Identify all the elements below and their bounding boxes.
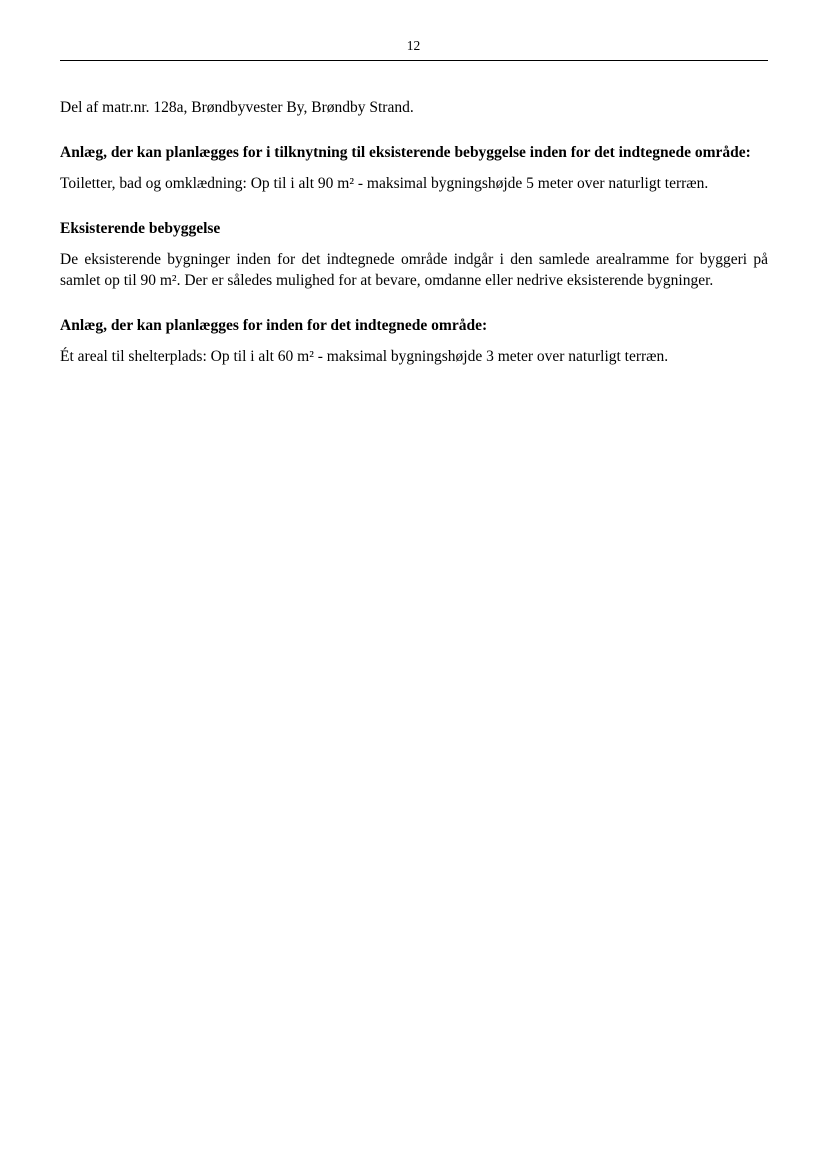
section-heading-shelter: Anlæg, der kan planlægges for inden for det indtegnede område:: [60, 317, 488, 334]
section-heading-facilities: Anlæg, der kan planlægges for i tilknytning til eksisterende bebyggelse inden for det indtegnede område:: [60, 144, 751, 161]
page-number: 12: [406, 38, 421, 53]
location-line: Del af matr.nr. 128a, Brøndbyvester By, Brøndby Strand.: [60, 99, 414, 116]
section-heading-existing-buildings: Eksisterende bebyggelse: [60, 220, 221, 237]
document-body: [60, 97, 768, 367]
header-rule: [60, 60, 768, 61]
section-text-existing-buildings: De eksisterende bygninger inden for det indtegnede område indgår i den samlede arealramme for byggeri på samlet op til 90 m². Der er således mulighed for at bevare, omdanne eller nedrive eksisterende bygninger.: [60, 251, 768, 289]
section-text-shelter: Ét areal til shelterplads: Op til i alt 60 m² - maksimal bygningshøjde 3 meter over naturligt terræn.: [60, 348, 669, 365]
section-text-facilities: Toiletter, bad og omklædning: Op til i alt 90 m² - maksimal bygningshøjde 5 meter over naturligt terræn.: [60, 175, 709, 192]
